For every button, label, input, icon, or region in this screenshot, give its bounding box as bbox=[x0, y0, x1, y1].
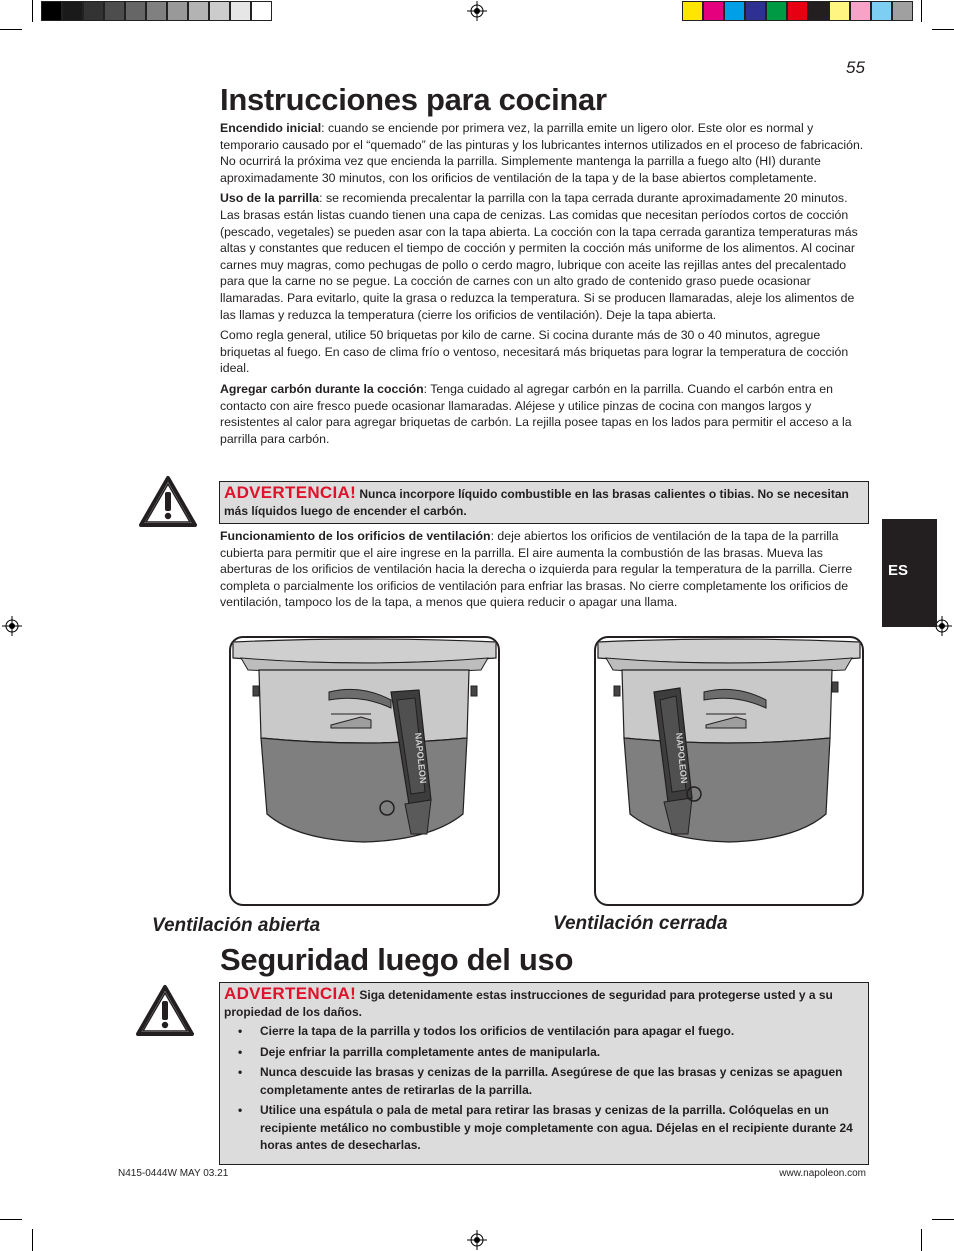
paragraph-text: : se recomienda precalentar la parrilla con la tapa cerrada durante aproximadamente 20 minutos. Las brasas están listas cuando tienen una capa de cenizas. Las comidas que necesitan períodos cortos de cocción (pescado, vegetales) se pueden asar con la tapa abierta. La cocción con la tapa cerrada garantiza temperaturas más altas y constantes que reducen el tiempo de cocción y permiten la cocción más uniforme de los alimentos. Al cocinar carnes muy magras, como pechugas de pollo o cerdo magro, lubrique con aceite las rejillas antes del precalentado para que la carne no se pegue. La cocción de carnes con un alto grado de contenido graso puede ocasionar llamaradas. Para evitarlo, quite la grasa o reduzca la temperatura. Si se producen llamaradas, aleje los alimentos de las llamas y reduzca la temperatura (cierre los orificios de ventilación). Deje la tapa abierta. bbox=[220, 191, 858, 322]
paragraph-label: Encendido inicial bbox=[220, 121, 322, 135]
warning-triangle-icon bbox=[135, 984, 195, 1038]
caption-vent-open: Ventilación abierta bbox=[152, 915, 321, 936]
color-swatch bbox=[766, 1, 787, 21]
warning-title: ADVERTENCIA! bbox=[224, 483, 357, 502]
figure-vent-open bbox=[229, 636, 500, 906]
registration-mark-icon bbox=[2, 616, 22, 636]
section-title-cooking: Instrucciones para cocinar bbox=[220, 82, 607, 117]
paragraph-adding-charcoal bbox=[220, 381, 867, 447]
grayscale-swatch bbox=[251, 1, 272, 21]
grayscale-swatch bbox=[125, 1, 146, 21]
crop-mark bbox=[0, 1219, 22, 1220]
warning-box-safety bbox=[219, 982, 869, 1165]
list-item: • Utilice una espátula o pala de metal para retirar las brasas y cenizas de la parrilla. Colóquelas en un recipiente metálico no combustible y moje completamente con agua. Déjelas en el recipiente durante 24 horas antes de desecharlas. bbox=[260, 1102, 864, 1155]
warning-box-combustible bbox=[219, 481, 869, 524]
color-swatch bbox=[703, 1, 724, 21]
figure-vent-closed bbox=[594, 636, 864, 906]
language-tab-label: ES bbox=[888, 562, 909, 579]
safety-list bbox=[224, 1023, 864, 1155]
registration-mark-icon bbox=[467, 1, 487, 21]
page-number: 55 bbox=[846, 58, 865, 77]
paragraph-vent-operation bbox=[220, 528, 867, 611]
crop-mark bbox=[32, 1229, 33, 1251]
color-swatch bbox=[829, 1, 850, 21]
brand-text: NAPOLEON bbox=[413, 732, 429, 784]
color-swatch bbox=[745, 1, 766, 21]
grayscale-swatch bbox=[104, 1, 125, 21]
paragraph-text: : deje abiertos los orificios de ventilación de la tapa de la parrilla cubierta para permitir que el aire ingrese en la parrilla. El aire aumenta la combustión de las brasas. Mueva las aberturas de los orificios de ventilación hacia la derecha o izquierda para regular la temperatura de la parrilla. Cierre completa o parcialmente los orificios de ventilación para enfriar las brasas. No cierre completamente los orificios de ventilación, tampoco los de la tapa, a menos que quiera reducir o apagar una llama. bbox=[220, 529, 853, 610]
color-swatch bbox=[892, 1, 913, 21]
color-swatch bbox=[871, 1, 892, 21]
grill-vent-open-illustration bbox=[231, 638, 498, 904]
paragraph-briquettes: Como regla general, utilice 50 briquetas por kilo de carne. Si cocina durante más de 30 o 40 minutos, agregue briquetas al fuego. En caso de clima frío o ventoso, necesitará más briquetas para lograr la temperatura de cocción ideal. bbox=[220, 328, 849, 376]
grayscale-swatch bbox=[188, 1, 209, 21]
paragraph-initial-lighting bbox=[220, 120, 867, 186]
grayscale-swatch bbox=[62, 1, 83, 21]
grayscale-swatch bbox=[41, 1, 62, 21]
grayscale-swatch bbox=[167, 1, 188, 21]
grayscale-swatch bbox=[230, 1, 251, 21]
color-swatch bbox=[682, 1, 703, 21]
list-item: • Cierre la tapa de la parrilla y todos los orificios de ventilación para apagar el fuego. bbox=[260, 1023, 864, 1041]
crop-mark bbox=[932, 29, 954, 30]
paragraph-label: Uso de la parrilla bbox=[220, 191, 320, 206]
list-item: • Nunca descuide las brasas y cenizas de la parrilla. Asegúrese de que las brasas y cenizas se apaguen completamente antes de retirarlas de la parrilla. bbox=[260, 1064, 864, 1099]
footer-doc-code: N415-0444W MAY 03.21 bbox=[118, 1168, 229, 1179]
paragraph-text: : Tenga cuidado al agregar carbón en la parrilla. Cuando el carbón entra en contacto con aire fresco puede ocasionar llamaradas. Aléjese y utilice pinzas de cocina con mangos largos y resistentes al calor para agregar briquetas de carbón. La rejilla posee tapas en los lados para permitir el acceso a la parrilla para carbón. bbox=[220, 381, 852, 446]
language-tab bbox=[882, 519, 937, 627]
paragraph-label: Agregar carbón durante la cocción bbox=[220, 381, 424, 396]
color-swatch bbox=[850, 1, 871, 21]
grayscale-swatch bbox=[146, 1, 167, 21]
warning-intro bbox=[224, 985, 864, 1021]
color-swatch bbox=[808, 1, 829, 21]
crop-mark bbox=[921, 0, 922, 22]
registration-mark-icon bbox=[467, 1230, 487, 1250]
crop-mark bbox=[32, 0, 33, 22]
color-swatch bbox=[724, 1, 745, 21]
brand-text: NAPOLEON bbox=[674, 732, 690, 784]
cooking-instructions-body bbox=[220, 120, 867, 451]
crop-mark bbox=[921, 1229, 922, 1251]
vent-operation-body bbox=[220, 528, 867, 615]
warning-intro-text: Siga detenidamente estas instrucciones de seguridad para protegerse usted y a su propiedad de los daños. bbox=[224, 988, 833, 1019]
caption-vent-closed: Ventilación cerrada bbox=[553, 913, 728, 934]
list-item: • Deje enfriar la parrilla completamente antes de manipularla. bbox=[260, 1044, 864, 1062]
paragraph-grill-use bbox=[220, 190, 867, 323]
crop-mark bbox=[0, 29, 22, 30]
section-title-safety: Seguridad luego del uso bbox=[220, 942, 574, 977]
footer-website: www.napoleon.com bbox=[779, 1168, 866, 1179]
paragraph-label: Funcionamiento de los orificios de ventilación bbox=[220, 529, 491, 543]
warning-title: ADVERTENCIA! bbox=[224, 984, 357, 1003]
paragraph-text: : cuando se enciende por primera vez, la parrilla emite un ligero olor. Este olor es normal y temporario causado por el “quemado” de las pinturas y los lubricantes internos utilizados en el proceso de fabricación. No ocurrirá la próxima vez que encienda la parrilla. Simplemente mantenga la parrilla a fuego alto (HI) durante aproximadamente 30 minutos, con los orificios de ventilación de la tapa y de la base abiertos completamente. bbox=[220, 121, 864, 185]
warning-triangle-icon bbox=[138, 475, 198, 529]
grill-vent-closed-illustration bbox=[596, 638, 862, 904]
grayscale-swatch bbox=[83, 1, 104, 21]
crop-mark bbox=[932, 1219, 954, 1220]
grayscale-swatch bbox=[209, 1, 230, 21]
warning-text: Nunca incorpore líquido combustible en las brasas calientes o tibias. No se necesitan más líquidos luego de encender el carbón. bbox=[224, 487, 849, 518]
color-swatch bbox=[787, 1, 808, 21]
